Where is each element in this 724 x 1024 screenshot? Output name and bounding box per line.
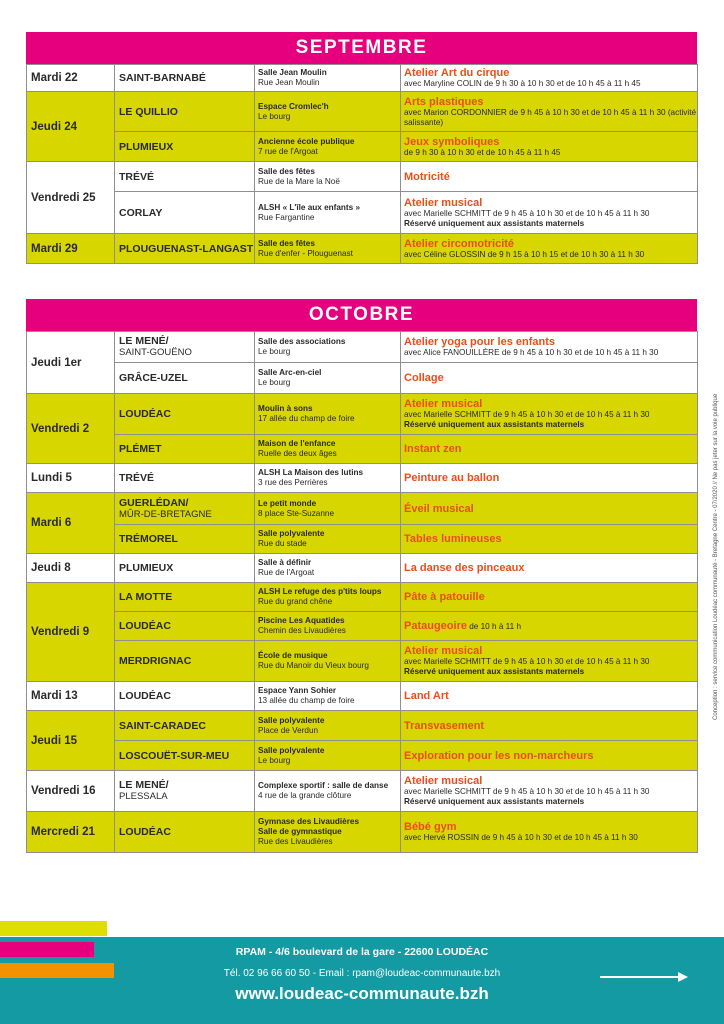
- town-subname: SAINT-GOUËNO: [119, 347, 192, 358]
- venue-cell: [255, 583, 401, 612]
- arrow-right-icon: [600, 970, 688, 984]
- town-name: PLÉMET: [119, 443, 162, 455]
- town-name: LE MENÉ/: [119, 335, 169, 347]
- town-cell: [115, 435, 255, 464]
- activity-detail: avec Hervé ROSSIN de 9 h 45 à 10 h 30 et de 10 h 45 à 11 h 30: [404, 833, 638, 842]
- activity-name: Exploration pour les non-marcheurs: [404, 749, 594, 762]
- activity-detail: avec Marielle SCHMITT de 9 h 45 à 10 h 30 et de 10 h 45 à 11 h 30: [404, 657, 650, 666]
- town-name: GRÂCE-UZEL: [119, 372, 188, 384]
- venue-address: 17 allée du champ de foire: [258, 414, 355, 423]
- town-cell: [115, 741, 255, 771]
- activity-note: Réservé uniquement aux assistants maternels: [404, 420, 585, 429]
- venue-cell: [255, 771, 401, 812]
- schedule-octobre: [26, 331, 698, 853]
- footer-website-link[interactable]: www.loudeac-communaute.bzh: [235, 984, 489, 1003]
- day-cell: Jeudi 24: [27, 92, 115, 162]
- venue-address: Le bourg: [258, 378, 291, 387]
- table-row: [27, 711, 698, 741]
- town-cell: [115, 132, 255, 162]
- town-cell: [115, 192, 255, 234]
- venue-address: Place de Verdun: [258, 725, 319, 735]
- town-name: LOUDÉAC: [119, 408, 171, 420]
- table-row: [27, 92, 698, 132]
- activity-name: Collage: [404, 372, 444, 384]
- venue-address: Chemin des Livaudières: [258, 626, 346, 635]
- venue-cell: [255, 192, 401, 234]
- venue-cell: [255, 641, 401, 682]
- town-name: LOUDÉAC: [119, 620, 171, 632]
- activity-name: Atelier circomotricité: [404, 237, 515, 250]
- day-cell: Mardi 6: [27, 493, 115, 554]
- venue-name: ALSH La Maison des lutins: [258, 468, 364, 477]
- activity-name: Atelier Art du cirque: [404, 67, 510, 79]
- table-row: [27, 812, 698, 853]
- activity-cell: [401, 363, 698, 394]
- town-cell: [115, 493, 255, 525]
- town-name: SAINT-BARNABÉ: [119, 72, 206, 84]
- town-name: LA MOTTE: [119, 591, 173, 603]
- venue-cell: [255, 464, 401, 493]
- table-row: [27, 583, 698, 612]
- town-name: TRÉVÉ: [119, 170, 155, 183]
- venue-name: Salle à définir: [258, 558, 312, 567]
- venue-name: Ancienne école publique: [258, 136, 355, 146]
- day-cell: Vendredi 25: [27, 162, 115, 234]
- day-cell: Lundi 5: [27, 464, 115, 493]
- town-subname: PLESSALA: [119, 791, 168, 802]
- town-cell: [115, 612, 255, 641]
- venue-cell: [255, 525, 401, 554]
- activity-cell: [401, 162, 698, 192]
- activity-name: Pâte à patouille: [404, 591, 485, 603]
- venue-cell: [255, 363, 401, 394]
- activity-cell: [401, 771, 698, 812]
- venue-name: Salle polyvalente: [258, 529, 325, 538]
- town-name: TRÉVÉ: [119, 472, 155, 484]
- day-cell: Jeudi 1er: [27, 332, 115, 394]
- venue-name: Moulin à sons: [258, 404, 313, 413]
- side-credit-text: Conception : service communication Loudéac communauté - Bretagne Centre - 07/2020 // Ne pas jeter sur la voie publique: [713, 393, 719, 720]
- activity-note: Réservé uniquement aux assistants maternels: [404, 797, 585, 806]
- day-cell: Vendredi 9: [27, 583, 115, 682]
- day-cell: Vendredi 16: [27, 771, 115, 812]
- table-row: [27, 132, 698, 162]
- venue-address: Le bourg: [258, 755, 291, 765]
- town-cell: [115, 234, 255, 264]
- table-row: [27, 192, 698, 234]
- venue-name: Salle Arc-en-ciel: [258, 368, 322, 377]
- activity-name: Atelier musical: [404, 645, 483, 657]
- table-row: [27, 771, 698, 812]
- footer-contact: Tél. 02 96 66 60 50 - Email : rpam@loudeac-communaute.bzh: [223, 968, 501, 979]
- day-cell: Jeudi 15: [27, 711, 115, 771]
- activity-name: Pataugeoire: [404, 620, 467, 632]
- month-title-octobre: OCTOBRE: [26, 299, 697, 331]
- activity-note: Réservé uniquement aux assistants maternels: [404, 218, 585, 228]
- venue-cell: [255, 435, 401, 464]
- venue-cell: [255, 612, 401, 641]
- venue-cell: [255, 682, 401, 711]
- activity-name: Tables lumineuses: [404, 533, 502, 545]
- activity-name: Peinture au ballon: [404, 472, 500, 484]
- venue-cell: [255, 92, 401, 132]
- town-cell: [115, 525, 255, 554]
- activity-cell: [401, 92, 698, 132]
- table-row: [27, 162, 698, 192]
- venue-address: Rue du stade: [258, 539, 307, 548]
- venue-cell: [255, 741, 401, 771]
- table-row: [27, 363, 698, 394]
- town-name: LOUDÉAC: [119, 690, 171, 702]
- activity-cell: [401, 435, 698, 464]
- day-cell: Mardi 29: [27, 234, 115, 264]
- venue-name: École de musique: [258, 651, 328, 660]
- town-name: MERDRIGNAC: [119, 655, 192, 667]
- town-cell: [115, 711, 255, 741]
- venue-address: Rue des Livaudières: [258, 837, 333, 846]
- town-name: CORLAY: [119, 206, 163, 219]
- activity-name: La danse des pinceaux: [404, 562, 525, 574]
- activity-name: Atelier yoga pour les enfants: [404, 336, 555, 348]
- activity-name: Jeux symboliques: [404, 135, 500, 148]
- activity-detail: avec Marielle SCHMITT de 9 h 45 à 10 h 30 et de 10 h 45 à 11 h 30: [404, 208, 650, 218]
- venue-address: Rue d'enfer - Plouguenast: [258, 248, 353, 258]
- venue-address: 13 allée du champ de foire: [258, 696, 355, 705]
- town-cell: [115, 812, 255, 853]
- activity-cell: [401, 234, 698, 264]
- activity-name: Instant zen: [404, 443, 462, 455]
- venue-cell: [255, 65, 401, 92]
- venue-name-2: Salle de gymnastique: [258, 827, 342, 836]
- venue-name: Salle des associations: [258, 337, 346, 346]
- activity-name: Éveil musical: [404, 502, 474, 515]
- activity-cell: [401, 612, 698, 641]
- venue-name: Salle polyvalente: [258, 715, 325, 725]
- day-cell: Mardi 22: [27, 65, 115, 92]
- day-cell: Mercredi 21: [27, 812, 115, 853]
- activity-cell: [401, 192, 698, 234]
- activity-name: Land Art: [404, 690, 449, 702]
- activity-cell: [401, 464, 698, 493]
- venue-name: Espace Cromlec'h: [258, 101, 329, 111]
- activity-detail: de 9 h 30 à 10 h 30 et de 10 h 45 à 11 h 45: [404, 147, 561, 157]
- activity-cell: [401, 493, 698, 525]
- day-cell: Vendredi 2: [27, 394, 115, 464]
- activity-cell: [401, 711, 698, 741]
- venue-address: 8 place Ste-Suzanne: [258, 508, 335, 518]
- activity-detail: avec Alice FANOUILLÈRE de 9 h 45 à 10 h 30 et de 10 h 45 à 11 h 30: [404, 348, 659, 357]
- town-cell: [115, 464, 255, 493]
- table-row: [27, 525, 698, 554]
- month-title-septembre: SEPTEMBRE: [26, 32, 697, 64]
- decor-bar-lime: [0, 921, 107, 936]
- footer-address: RPAM - 4/6 boulevard de la gare - 22600 LOUDÉAC: [235, 946, 489, 958]
- venue-address: 7 rue de l'Argoat: [258, 146, 318, 156]
- venue-address: Ruelle des deux âges: [258, 449, 337, 458]
- town-subname: MÛR-DE-BRETAGNE: [119, 508, 212, 520]
- schedule-septembre: [26, 64, 698, 264]
- activity-detail: de 10 h à 11 h: [469, 622, 521, 631]
- activity-detail: avec Marielle SCHMITT de 9 h 45 à 10 h 30 et de 10 h 45 à 11 h 30: [404, 410, 650, 419]
- venue-cell: [255, 132, 401, 162]
- town-name: SAINT-CARADEC: [119, 719, 206, 732]
- venue-cell: [255, 711, 401, 741]
- table-row: [27, 65, 698, 92]
- table-row: [27, 641, 698, 682]
- table-row: [27, 612, 698, 641]
- venue-address: Rue de l'Argoat: [258, 568, 315, 577]
- venue-address: Rue de la Mare la Noë: [258, 176, 340, 186]
- town-name: PLUMIEUX: [119, 562, 174, 574]
- activity-name: Arts plastiques: [404, 95, 484, 108]
- town-name: GUERLÉDAN/: [119, 496, 189, 509]
- day-cell: Mardi 13: [27, 682, 115, 711]
- activity-cell: [401, 583, 698, 612]
- activity-name: Atelier musical: [404, 775, 483, 787]
- town-cell: [115, 332, 255, 363]
- activity-name: Transvasement: [404, 719, 485, 732]
- venue-cell: [255, 234, 401, 264]
- venue-cell: [255, 332, 401, 363]
- table-row: [27, 682, 698, 711]
- activity-cell: [401, 132, 698, 162]
- table-row: [27, 332, 698, 363]
- activity-cell: [401, 741, 698, 771]
- activity-cell: [401, 525, 698, 554]
- activity-cell: [401, 332, 698, 363]
- activity-cell: [401, 641, 698, 682]
- activity-cell: [401, 65, 698, 92]
- activity-name: Motricité: [404, 170, 450, 183]
- venue-name: Salle des fêtes: [258, 238, 315, 248]
- table-row: [27, 493, 698, 525]
- town-cell: [115, 394, 255, 435]
- venue-cell: [255, 394, 401, 435]
- town-cell: [115, 363, 255, 394]
- venue-name: Salle Jean Moulin: [258, 68, 327, 77]
- table-row: [27, 554, 698, 583]
- town-cell: [115, 682, 255, 711]
- venue-address: Rue du grand chêne: [258, 597, 333, 606]
- table-row: [27, 394, 698, 435]
- activity-cell: [401, 682, 698, 711]
- venue-address: Le bourg: [258, 347, 291, 356]
- venue-name: Le petit monde: [258, 498, 317, 508]
- venue-name: Maison de l'enfance: [258, 439, 336, 448]
- venue-address: 4 rue de la grande clôture: [258, 791, 352, 800]
- venue-name: Complexe sportif : salle de danse: [258, 781, 389, 790]
- venue-address: Rue du Manoir du Vieux bourg: [258, 661, 369, 670]
- town-cell: [115, 162, 255, 192]
- town-name: LE QUILLIO: [119, 105, 178, 118]
- town-name: LOUDÉAC: [119, 826, 171, 838]
- town-name: PLOUGUENAST-LANGAST: [119, 242, 254, 255]
- town-name: PLUMIEUX: [119, 140, 174, 153]
- venue-name: ALSH « L'île aux enfants »: [258, 202, 361, 212]
- activity-cell: [401, 554, 698, 583]
- town-name: TRÉMOREL: [119, 533, 178, 545]
- venue-name: Gymnase des Livaudières: [258, 817, 360, 826]
- venue-cell: [255, 162, 401, 192]
- activity-cell: [401, 812, 698, 853]
- table-row: [27, 741, 698, 771]
- day-cell: Jeudi 8: [27, 554, 115, 583]
- venue-address: 3 rue des Perrières: [258, 478, 328, 487]
- activity-detail: avec Maryline COLIN de 9 h 30 à 10 h 30 et de 10 h 45 à 11 h 45: [404, 79, 641, 88]
- activity-detail: avec Marion CORDONNIER de 9 h 45 à 10 h 30 et de 10 h 45 à 11 h 30 (activité salissante): [404, 107, 697, 127]
- town-name: LE MENÉ/: [119, 779, 169, 791]
- activity-name: Atelier musical: [404, 398, 483, 410]
- venue-address: Le bourg: [258, 111, 291, 121]
- venue-name: Salle des fêtes: [258, 166, 315, 176]
- town-cell: [115, 771, 255, 812]
- town-cell: [115, 92, 255, 132]
- town-name: LOSCOUËT-SUR-MEU: [119, 749, 230, 762]
- table-row: [27, 435, 698, 464]
- town-cell: [115, 65, 255, 92]
- activity-cell: [401, 394, 698, 435]
- activity-name: Atelier musical: [404, 196, 483, 209]
- venue-cell: [255, 554, 401, 583]
- table-row: [27, 464, 698, 493]
- activity-name: Bébé gym: [404, 821, 457, 833]
- venue-address: Rue Jean Moulin: [258, 78, 320, 87]
- venue-cell: [255, 493, 401, 525]
- venue-name: ALSH Le refuge des p'tits loups: [258, 587, 382, 596]
- venue-name: Salle polyvalente: [258, 745, 325, 755]
- town-cell: [115, 583, 255, 612]
- town-cell: [115, 641, 255, 682]
- venue-name: Espace Yann Sohier: [258, 686, 337, 695]
- venue-cell: [255, 812, 401, 853]
- activity-detail: avec Marielle SCHMITT de 9 h 45 à 10 h 30 et de 10 h 45 à 11 h 30: [404, 787, 650, 796]
- venue-name: Piscine Les Aquatides: [258, 616, 345, 625]
- town-cell: [115, 554, 255, 583]
- venue-address: Rue Fargantine: [258, 212, 315, 222]
- activity-detail: avec Céline GLOSSIN de 9 h 15 à 10 h 15 et de 10 h 30 à 11 h 30: [404, 249, 645, 259]
- table-row: [27, 234, 698, 264]
- activity-note: Réservé uniquement aux assistants maternels: [404, 667, 585, 676]
